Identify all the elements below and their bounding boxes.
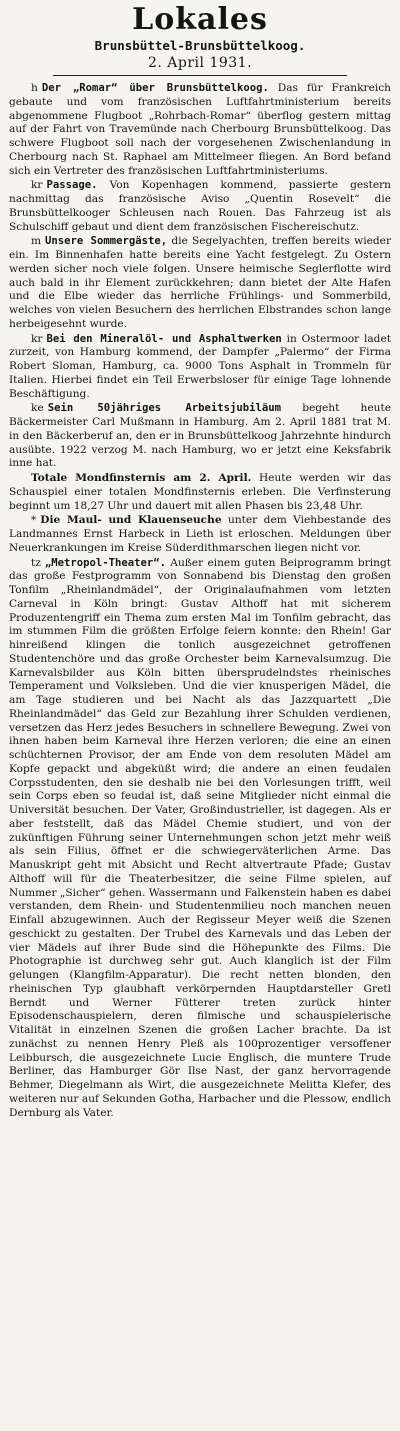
article-author-tag: h: [31, 82, 38, 94]
article-metropol-theater: [9, 557, 391, 1121]
section-subtitle: Brunsbüttel-Brunsbüttelkoog.: [94, 38, 306, 53]
article-body: Von Kopenhagen kommend, passierte gestern nachmittag das französische Aviso „Quentin Rosevelt“ die Brunsbüttelkooger Schleusen nach Rouen. Das Fahrzeug ist als Schulschiff gebaut und dient dem französischen Fischereischutz.: [9, 179, 391, 233]
article-klauenseuche: [9, 514, 391, 555]
article-mondfinsternis: [9, 472, 391, 513]
dateline: 2. April 1931.: [147, 55, 253, 71]
article-author-tag: ke: [31, 402, 44, 415]
article-body: Heute werden wir das Schauspiel einer totalen Mondfinsternis erleben. Die Verfinsterung beginnt um 18,27 Uhr und dauert mit allen Phasen bis 23,48 Uhr.: [9, 472, 391, 512]
article-author-tag: *: [31, 514, 37, 527]
article-headline: Bei den Mineralöl- und Asphaltwerken: [46, 332, 282, 345]
article-body: unter dem Viehbestande des Landmannes Ernst Harbeck in Lieth ist erloschen. Meldungen über Neuerkrankungen im Kreise Süderdithmarschen liegen nicht vor.: [9, 514, 391, 554]
article-body: begeht heute Bäckermeister Carl Mußmann in Hamburg. Am 2. April 1881 trat M. in den Bäckerberuf an, den er in Brunsbüttelkoog Jahrzehnte hindurch ausübte. 1922 verzog M. nach Hamburg, wo er jetzt eine Keksfabrik inne hat.: [9, 402, 391, 470]
article-body: die Segelyachten, treffen bereits wieder ein. Im Binnenhafen hatte bereits eine Yacht festgelegt. Zu Ostern werden sicher noch viele folgen. Unsere heimische Seglerflotte wird auch bald in ihr Element zurückkehren; dann bietet der Alte Hafen und die Elbe wieder das herrliche Frühlings- und Sommerbild, welches von vielen Besuchern des herrlichen Elbstrandes schon lange herbeigesehnt wurde.: [9, 235, 392, 330]
article-jubilaeum: [9, 402, 391, 471]
article-body: Das für Frankreich gebaute und vom französischen Luftfahrtministerium bereits abgenommene Flugboot „Rohrbach-Romar“ überflog gestern mittag auf der Fahrt von Travemünde nach Cherbourg Brunsbüttelkoog. Das schwere Flugboot soll nach der vorgesehenen Zwischenlandung in Cherbourg nach St. Raphael am Mittelmeer fliegen. An Bord befand sich ein Vertreter des französischen Luftfahrtministeriums.: [9, 82, 391, 177]
article-headline: Der „Romar“ über Brunsbüttelkoog.: [41, 82, 269, 94]
article-author-tag: m: [31, 235, 42, 248]
article-headline: Passage.: [46, 179, 98, 192]
header-rule: [53, 75, 347, 76]
article-asphaltwerke: [9, 333, 391, 402]
article-headline: „Metropol-Theater“.: [44, 556, 167, 569]
article-author-tag: kr: [31, 179, 43, 192]
article-body: in Ostermoor ladet zurzeit, von Hamburg kommend, der Dampfer „Palermo“ der Firma Robert Sloman, Hamburg, ca. 9000 Tons Asphalt in Trommeln für Italien. Hierbei findet ein Teil Erwerbsloser für einige Tage lohnende Beschäftigung.: [9, 332, 391, 400]
article-author-tag: tz: [31, 556, 41, 569]
article-headline: Sein 50jähriges Arbeitsjubiläum: [47, 402, 282, 415]
article-headline: Totale Mondfinsternis am 2. April.: [31, 472, 252, 484]
article-author-tag: kr: [31, 332, 43, 345]
article-body: Außer einem guten Beiprogramm bringt das große Festprogramm von Sonnabend bis Dienstag den großen Tonfilm „Rheinlandmädel“, der Originalaufnahmen vom letzten Carneval in Köln bringt: Gustav Althoff hat mit sicherem Produzentengriff ein Thema zum ersten Mal im Tonfilm gebracht, das im stummen Film die größten Erfolge feiern konnte: den Rhein! Gar hinreißend klingen die tonlich ausgezeichnet getroffenen Studentenchöre und das große Orchester beim Karnevalsumzug. Die Karnevalsbilder aus Köln bitten übersprudelndstes rheinisches Temperament und Volksleben. Und die vier knusperigen Mädel, die am Tage studieren und bei Nacht als das Jazzquartett „Die Rheinlandmädel“ das Geld zur Bezahlung ihrer Schulden verdienen, versetzen das Herz jedes Besuchers in schnellere Bewegung. Zwei von ihnen haben beim Karneval ihre Herzen verloren; die eine an einen schüchternen Provisor, der am Ende von dem resoluten Mädel am Kopfe gepackt und abgeküßt wird; die andere an einen feudalen Corpsstudenten, den sie deshalb nie bei den Vorlesungen trifft, weil sein Corps eben so feudal ist, daß seine Mitglieder nicht einmal die Universität besuchen. Der Vater, Großindustrieller, ist dagegen. Als er aber feststellt, daß das Mädel Chemie studiert, und von der zukünftigen Führung seiner Unternehmungen schon jetzt mehr weiß als sein Filius, öffnet er die schwiegerväterlichen Arme. Das Manuskript geht mit Absicht und Recht altvertraute Pfade; Gustav Althoff will für die Theaterbesitzer, die seine Filme spielen, auf Nummer „Sicher“ gehen. Wassermann und Falkenstein haben es dabei verstanden, dem Rhein- und Studentenmilieu noch manchen neuen Einfall abzugewinnen. Auch der Regisseur Meyer weiß die Szenen geschickt zu gestalten. Der Trubel des Karnevals und das Leben der vier Mädels auf ihrer Bude sind die Höhepunkte des Films. Die Photographie ist durchweg sehr gut. Auch klanglich ist der Film gelungen (Klangfilm-Apparatur). Die recht netten blonden, den rheinischen Typ glaubhaft verkörpernden Hauptdarsteller Gretl Berndt und Werner Fütterer treten zurück hinter Episodenschauspielern, deren filmische und schauspielerische Vitalität in einzelnen Szenen die großen Lacher brachte. Da ist zunächst zu nennen Henry Pleß als 100prozentiger versoffener Leibbursch, die ausgezeichnete Lucie Englisch, die muntere Trude Berliner, das Hamburger Gör Ilse Nast, der ganz hervorragende Behmer, Diegelmann als Wirt, die ausgezeichnete Melitta Klefer, des weiteren nur auf Sekunden Gotha, Harbacher und die Plessow, endlich Dernburg als Vater.: [9, 556, 391, 1119]
article-romar: [9, 82, 391, 178]
article-headline: Die Maul- und Klauenseuche: [40, 514, 222, 527]
article-sommergaeste: [9, 235, 391, 331]
section-title: Lokales: [132, 2, 268, 37]
article-headline: Unsere Sommergäste,: [45, 235, 168, 248]
article-passage: [9, 179, 391, 234]
